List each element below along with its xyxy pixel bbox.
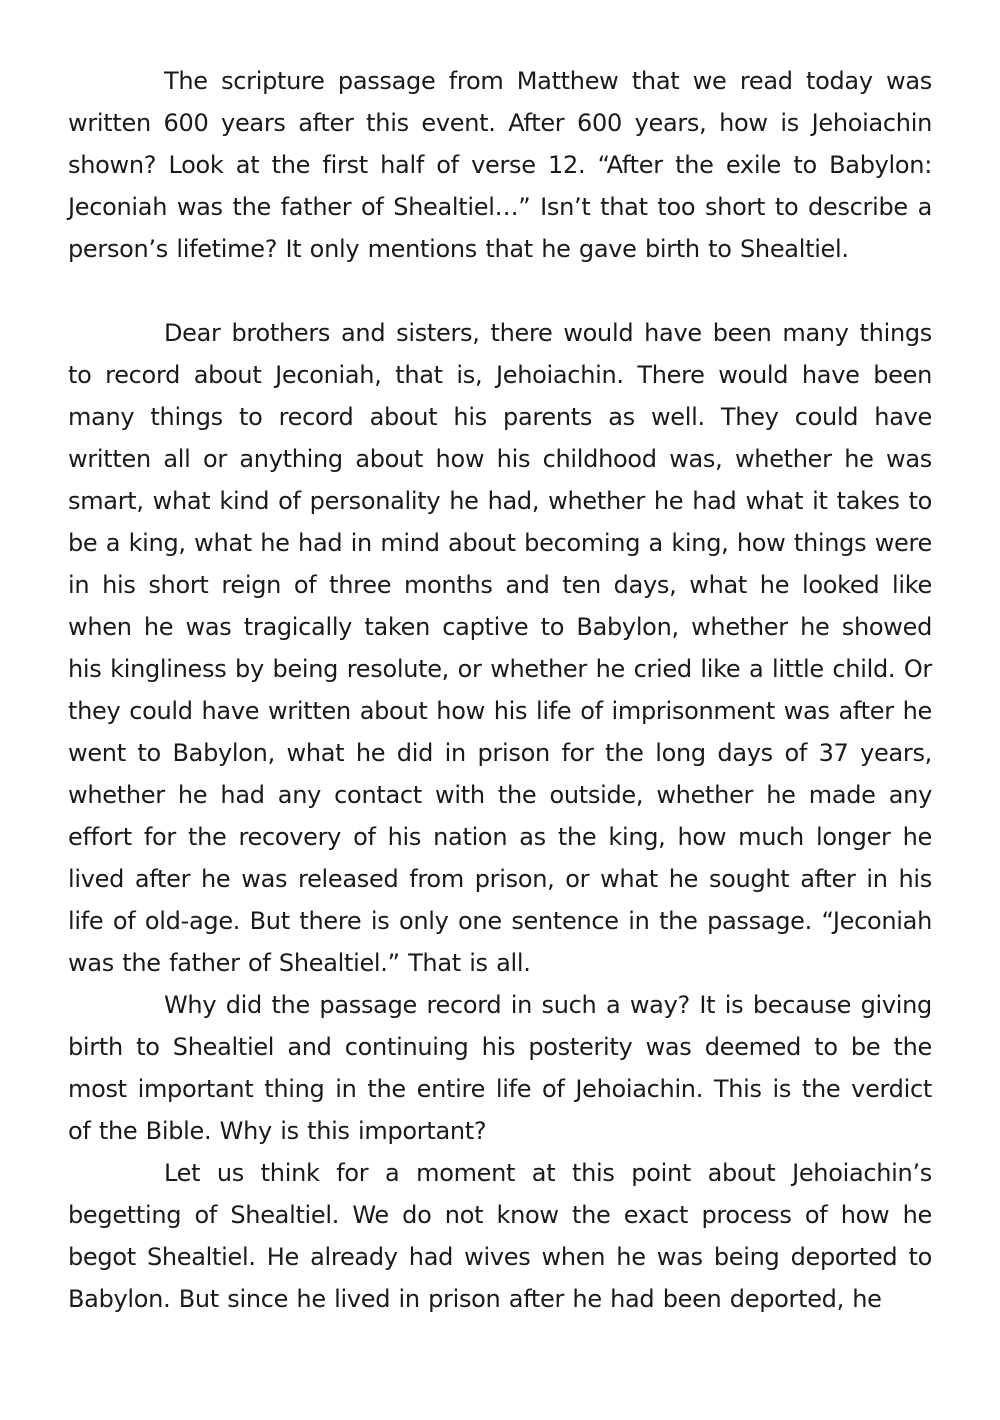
- paragraph-4: Let us think for a moment at this point about Jehoiachin’s begetting of Shealtiel. We do not know the exact process of how he begot Shealtiel. He already had wives when he was being deported to Babylon. But since he lived in prison after he had been deported, he: [68, 1159, 932, 1313]
- paragraph-1: The scripture passage from Matthew that we read today was written 600 years after this event. After 600 years, how is Jehoiachin shown? Look at the first half of verse 12. “After the exile to Babylon: Jeconiah was the father of Shealtiel…” Isn’t that too short to describe a person’s lifetime? It only mentions that he gave birth to Shealtiel.: [68, 67, 932, 263]
- paragraph-3: Why did the passage record in such a way? It is because giving birth to Shealtiel and continuing his posterity was deemed to be the most important thing in the entire life of Jehoiachin. This is the verdict of the Bible. Why is this important?: [68, 991, 932, 1145]
- document-page: [68, 60, 932, 1320]
- paragraph-2: Dear brothers and sisters, there would have been many things to record about Jeconiah, that is, Jehoiachin. There would have been many things to record about his parents as well. They could have written all or anything about how his childhood was, whether he was smart, what kind of personality he had, whether he had what it takes to be a king, what he had in mind about becoming a king, how things were in his short reign of three months and ten days, what he looked like when he was tragically taken captive to Babylon, whether he showed his kingliness by being resolute, or whether he cried like a little child. Or they could have written about how his life of imprisonment was after he went to Babylon, what he did in prison for the long days of 37 years, whether he had any contact with the outside, whether he made any effort for the recovery of his nation as the king, how much longer he lived after he was released from prison, or what he sought after in his life of old-age. But there is only one sentence in the passage. “Jeconiah was the father of Shealtiel.” That is all.: [68, 319, 932, 977]
